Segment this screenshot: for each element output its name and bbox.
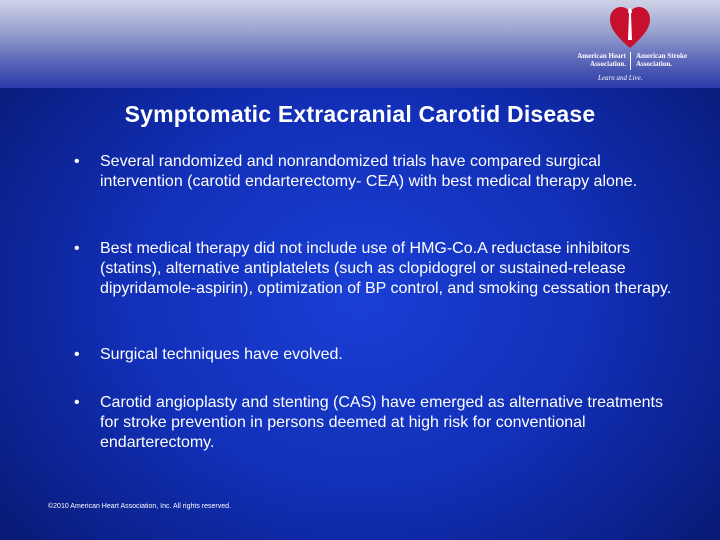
logo-asa-line2: Association. [636,60,672,68]
bullet-item [60,393,680,453]
bullet-text: Best medical therapy did not include use of HMG-Co.A reductase inhibitors (statins), alternative antiplatelets (such as clopidogrel or sustained-release dipyridamole-aspirin), optimization of BP control, and smoking cessation therapy. [100,240,672,297]
logo-asa-line1: American Stroke [636,52,687,60]
logo-aha-line1: American Heart [577,52,626,60]
logo-divider [630,52,631,70]
heart-torch-icon [608,4,652,50]
aha-asa-logo [556,4,706,84]
bullet-dot: • [74,240,80,257]
logo-aha-text [560,52,626,68]
bullet-text: Several randomized and nonrandomized trials have compared surgical intervention (carotid endarterectomy- CEA) with best medical therapy alone. [100,153,638,190]
bullet-dot: • [74,153,80,170]
logo-tagline: Learn and Live. [598,74,643,82]
bullet-item [60,345,343,365]
logo-aha-line2: Association. [590,60,626,68]
bullet-dot: • [74,346,80,363]
bullet-text: Carotid angioplasty and stenting (CAS) have emerged as alternative treatments for stroke prevention in persons deemed at high risk for conventional endarterectomy. [100,394,663,451]
copyright-footer: ©2010 American Heart Association, Inc. All rights reserved. [48,503,231,510]
bullet-item [60,239,680,299]
slide-title: Symptomatic Extracranial Carotid Disease [124,101,596,127]
logo-asa-text [636,52,702,68]
bullet-text: Surgical techniques have evolved. [100,346,343,363]
bullet-item [60,152,680,192]
bullet-dot: • [74,394,80,411]
